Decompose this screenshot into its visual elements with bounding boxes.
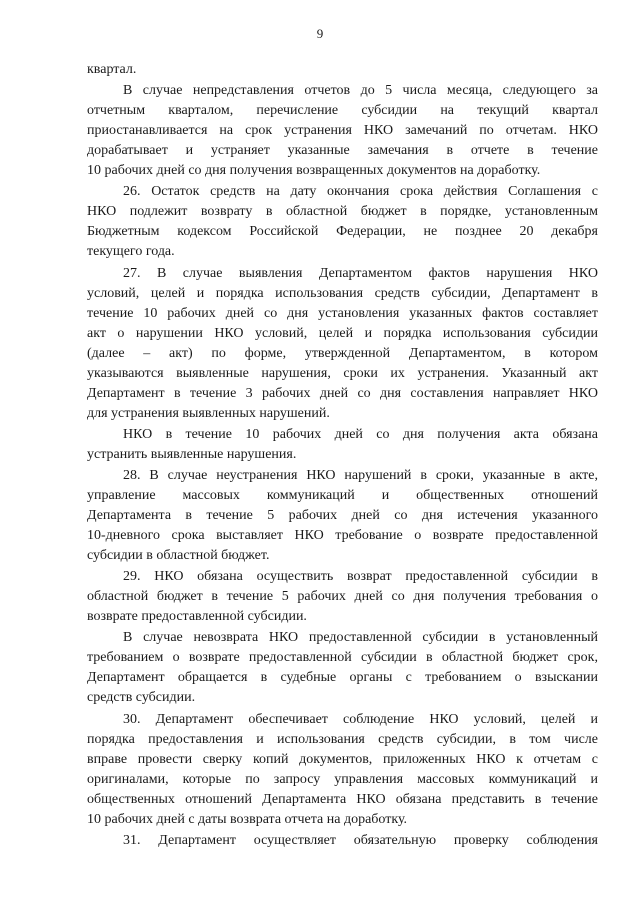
- text-line: 30. Департамент обеспечивает соблюдение НКО условий, целей и: [123, 711, 598, 727]
- text-line: 27. В случае выявления Департаментом фактов нарушения НКО: [123, 265, 598, 281]
- text-line: Бюджетным кодексом Российской Федерации, не позднее 20 декабря: [87, 224, 598, 240]
- text-line: вправе провести сверку копий документов, приложенных НКО к отчетам с: [87, 751, 598, 767]
- text-line: областной бюджет в течение 5 рабочих дней со дня получения требования о: [87, 589, 598, 605]
- text-line: для устранения выявленных нарушений.: [87, 405, 330, 421]
- text-line: порядка предоставления и использования средств субсидии, в том числе: [87, 731, 598, 747]
- text-line: В случае невозврата НКО предоставленной субсидии в установленный: [123, 630, 598, 646]
- text-line: акт о нарушении НКО условий, целей и порядка использования субсидии: [87, 325, 598, 341]
- text-line: субсидии в областной бюджет.: [87, 548, 270, 563]
- text-line: НКО в течение 10 рабочих дней со дня получения акта обязана: [123, 426, 598, 442]
- text-line: возврате предоставленной субсидии.: [87, 609, 307, 625]
- text-line: условий, целей и порядка использования средств субсидии, Департамент в: [87, 285, 598, 301]
- text-line: 10-дневного срока выставляет НКО требование о возврате предоставленной: [87, 528, 598, 543]
- text-line: общественных отношений Департамента НКО обязана представить в течение: [87, 791, 598, 807]
- text-line: устранить выявленные нарушения.: [87, 446, 297, 462]
- text-line: 10 рабочих дней с даты возврата отчета на доработку.: [87, 811, 408, 827]
- text-line: (далее – акт) по форме, утвержденной Департаментом, в котором: [87, 345, 598, 361]
- page-number: 9: [316, 26, 324, 41]
- text-line: 10 рабочих дней со дня получения возвращенных документов на доработку.: [87, 163, 541, 179]
- text-line: требованием о возврате предоставленной субсидии в областной бюджет срок,: [87, 650, 598, 666]
- text-line: Департамент в течение 3 рабочих дней со дня составления направляет НКО: [87, 385, 598, 401]
- text-line: 29. НКО обязана осуществить возврат предоставленной субсидии в: [123, 569, 598, 585]
- text-line: Департамент обращается в судебные органы с требованием о взыскании: [87, 670, 598, 686]
- text-line: отчетным кварталом, перечисление субсидии на текущий квартал: [87, 103, 598, 119]
- text-line: указываются выявленные нарушения, сроки их устранения. Указанный акт: [87, 365, 598, 381]
- text-line: Департамента в течение 5 рабочих дней со дня истечения указанного: [87, 508, 598, 523]
- text-line: дорабатывает и устраняет указанные замечания в отчете в течение: [87, 143, 598, 159]
- text-line: В случае непредставления отчетов до 5 числа месяца, следующего за: [123, 83, 598, 99]
- text-line: 31. Департамент осуществляет обязательную проверку соблюдения: [123, 832, 598, 848]
- text-line: приостанавливается на срок устранения НКО замечаний по отчетам. НКО: [87, 123, 598, 139]
- text-line: управление массовых коммуникаций и общественных отношений: [87, 488, 598, 503]
- text-line: оригиналами, которые по запросу управления массовых коммуникаций и: [87, 771, 598, 787]
- text-line: 28. В случае неустранения НКО нарушений в сроки, указанные в акте,: [123, 468, 598, 483]
- text-line: средств субсидии.: [87, 690, 196, 706]
- text-line: течение 10 рабочих дней со дня установления указанных фактов составляет: [87, 305, 598, 321]
- text-line: 26. Остаток средств на дату окончания срока действия Соглашения с: [123, 184, 598, 200]
- text-line: текущего года.: [87, 244, 175, 260]
- text-line: квартал.: [87, 62, 137, 77]
- text-line: НКО подлежит возврату в областной бюджет в порядке, установленным: [87, 204, 598, 220]
